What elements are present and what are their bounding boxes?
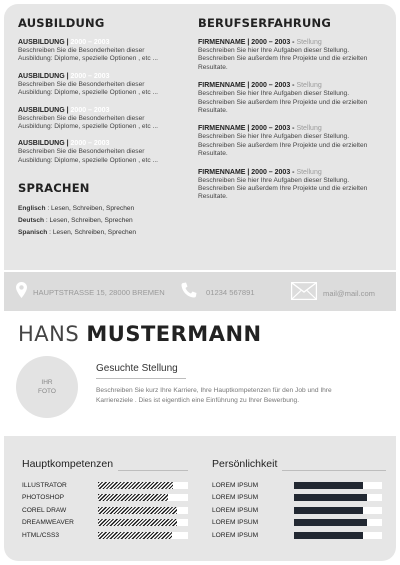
trait-label: LOREM IPSUM [212,481,259,489]
experience-desc-3: Resultate. [198,193,228,201]
photo-placeholder [16,356,78,418]
skill-bar-fill [98,507,177,514]
trait-bar-fill [294,482,363,489]
trait-bar-fill [294,532,363,539]
trait-row [212,504,382,517]
skill-row [22,517,192,530]
education-dates: 2000 – 2003 [70,140,110,148]
education-dates: 2000 – 2003 [70,72,110,80]
experience-entry [198,168,394,202]
education-entry [18,106,186,132]
education-entry [18,139,186,165]
experience-column [198,16,394,211]
skill-label: PHOTOSHOP [22,494,65,502]
envelope-icon [291,282,317,305]
experience-desc-2: Beschreiben Sie außerdem Ihre Projekte und die erzielten [198,98,368,106]
education-desc-1: Beschreiben Sie die Besonderheiten dieser [18,114,145,122]
position-title: Gesuchte Stellung [96,363,178,374]
languages-title: SPRACHEN [18,181,90,196]
company-head: FIRMENNAME | 2000 – 2003 - [198,39,295,46]
role-label: Stellung [294,39,322,46]
contact-bar [4,271,396,311]
bottom-panel [4,436,396,561]
role-label: Stellung [294,82,322,90]
contact-email [291,282,375,305]
photo-label-1: IHR [41,379,53,386]
skill-label: ILLUSTRATOR [22,481,67,489]
phone-icon [180,282,198,303]
skill-bar [98,519,188,526]
trait-label: LOREM IPSUM [212,506,259,514]
skills-list [22,479,192,542]
experience-desc-3: Resultate. [198,107,228,115]
trait-label: LOREM IPSUM [212,519,259,527]
divider [4,271,396,272]
education-dates: 2000 – 2003 [70,106,110,114]
role-label: Stellung [294,168,322,176]
education-entry [18,38,186,64]
experience-desc-2: Beschreiben Sie außerdem Ihre Projekte und die erzielten [198,55,368,63]
experience-title: BERUFSERFAHRUNG [198,16,331,30]
experience-desc-3: Resultate. [198,150,228,158]
skill-bar [98,494,188,501]
trait-bar [294,519,382,526]
trait-row [212,492,382,505]
skill-bar [98,482,188,489]
skill-bar-fill [98,532,172,539]
experience-desc-1: Beschreiben Sie hier Ihre Aufgaben dieser Stellung. [198,133,350,141]
contact-address [16,282,165,303]
skill-bar-fill [98,519,177,526]
skill-row [22,479,192,492]
trait-label: LOREM IPSUM [212,531,259,539]
address-text: HAUPTSTRASSE 15, 28000 BREMEN [33,288,165,297]
experience-desc-1: Beschreiben Sie hier Ihre Aufgaben dieser Stellung. [198,176,350,184]
language-item: Englisch : Lesen, Schreiben, Sprechen [18,205,135,213]
education-label: AUSBILDUNG | [18,140,69,148]
trait-bar-fill [294,507,363,514]
education-label: AUSBILDUNG | [18,39,69,46]
education-desc-2: Ausbildung: Diplome, spezielle Optionen , etc ... [18,55,159,63]
skills-section [22,458,192,542]
personality-list [212,479,382,542]
experience-entry [198,38,394,72]
education-entry [18,72,186,98]
role-label: Stellung [294,125,322,133]
company-head: FIRMENNAME | 2000 – 2003 - [198,125,295,133]
experience-desc-1: Beschreiben Sie hier Ihre Aufgaben dieser Stellung. [198,47,350,54]
skill-label: DREAMWEAVER [22,519,74,527]
contact-phone [180,282,255,303]
email-text: mail@mail.com [323,289,376,298]
photo-label-2: FOTO [38,388,56,395]
trait-row [212,479,382,492]
company-head: FIRMENNAME | 2000 – 2003 - [198,82,295,90]
skill-row [22,492,192,505]
position-divider [96,378,186,379]
top-panel [4,4,396,270]
languages-list [18,203,186,239]
education-desc-2: Ausbildung: Diplome, spezielle Optionen , etc ... [18,89,159,97]
skills-divider [118,470,188,471]
experience-entry [198,81,394,115]
position-description: Beschreiben Sie kurz Ihre Karriere, Ihre Hauptkompetenzen für den Job und Ihre Karriereziele . Dies ist eigentlich eine Einführung zu Ihrer Bewerbung. [96,387,332,404]
skill-label: COREL DRAW [22,506,67,514]
company-head: FIRMENNAME | 2000 – 2003 - [198,168,295,176]
map-pin-icon [16,282,27,303]
education-desc-2: Ausbildung: Diplome, spezielle Optionen , etc ... [18,156,159,164]
personality-section [212,458,382,542]
language-item: Spanisch : Lesen, Schreiben, Sprechen [18,229,137,237]
trait-row [212,517,382,530]
experience-entry [198,124,394,158]
skill-bar [98,532,188,539]
trait-bar [294,482,382,489]
trait-bar [294,494,382,501]
skill-bar-fill [98,494,168,501]
first-name: HANS [18,322,80,346]
trait-bar [294,507,382,514]
trait-label: LOREM IPSUM [212,494,259,502]
education-desc-1: Beschreiben Sie die Besonderheiten dieser [18,47,145,54]
personality-title: Persönlichkeit [212,458,278,470]
education-dates: 2000 – 2003 [70,39,110,46]
phone-text: 01234 567891 [206,288,255,297]
education-title: AUSBILDUNG [18,16,105,30]
personality-divider [282,470,386,471]
skill-bar [98,507,188,514]
skill-row [22,529,192,542]
education-desc-1: Beschreiben Sie die Besonderheiten dieser [18,80,145,88]
trait-bar [294,532,382,539]
education-label: AUSBILDUNG | [18,106,69,114]
education-column [18,16,186,239]
trait-row [212,529,382,542]
skills-title: Hauptkompetenzen [22,458,114,470]
person-name [18,322,262,346]
education-desc-2: Ausbildung: Diplome, spezielle Optionen , etc ... [18,123,159,131]
skill-label: HTML/CSS3 [22,531,60,539]
last-name: MUSTERMANN [86,322,262,346]
language-item: Deutsch : Lesen, Schreiben, Sprechen [18,217,133,225]
experience-desc-2: Beschreiben Sie außerdem Ihre Projekte und die erzielten [198,141,368,149]
experience-desc-2: Beschreiben Sie außerdem Ihre Projekte und die erzielten [198,185,368,193]
education-desc-1: Beschreiben Sie die Besonderheiten dieser [18,148,145,156]
trait-bar-fill [294,519,367,526]
experience-desc-3: Resultate. [198,63,228,71]
skill-bar-fill [98,482,173,489]
trait-bar-fill [294,494,367,501]
education-label: AUSBILDUNG | [18,72,69,80]
experience-desc-1: Beschreiben Sie hier Ihre Aufgaben dieser Stellung. [198,90,350,98]
skill-row [22,504,192,517]
